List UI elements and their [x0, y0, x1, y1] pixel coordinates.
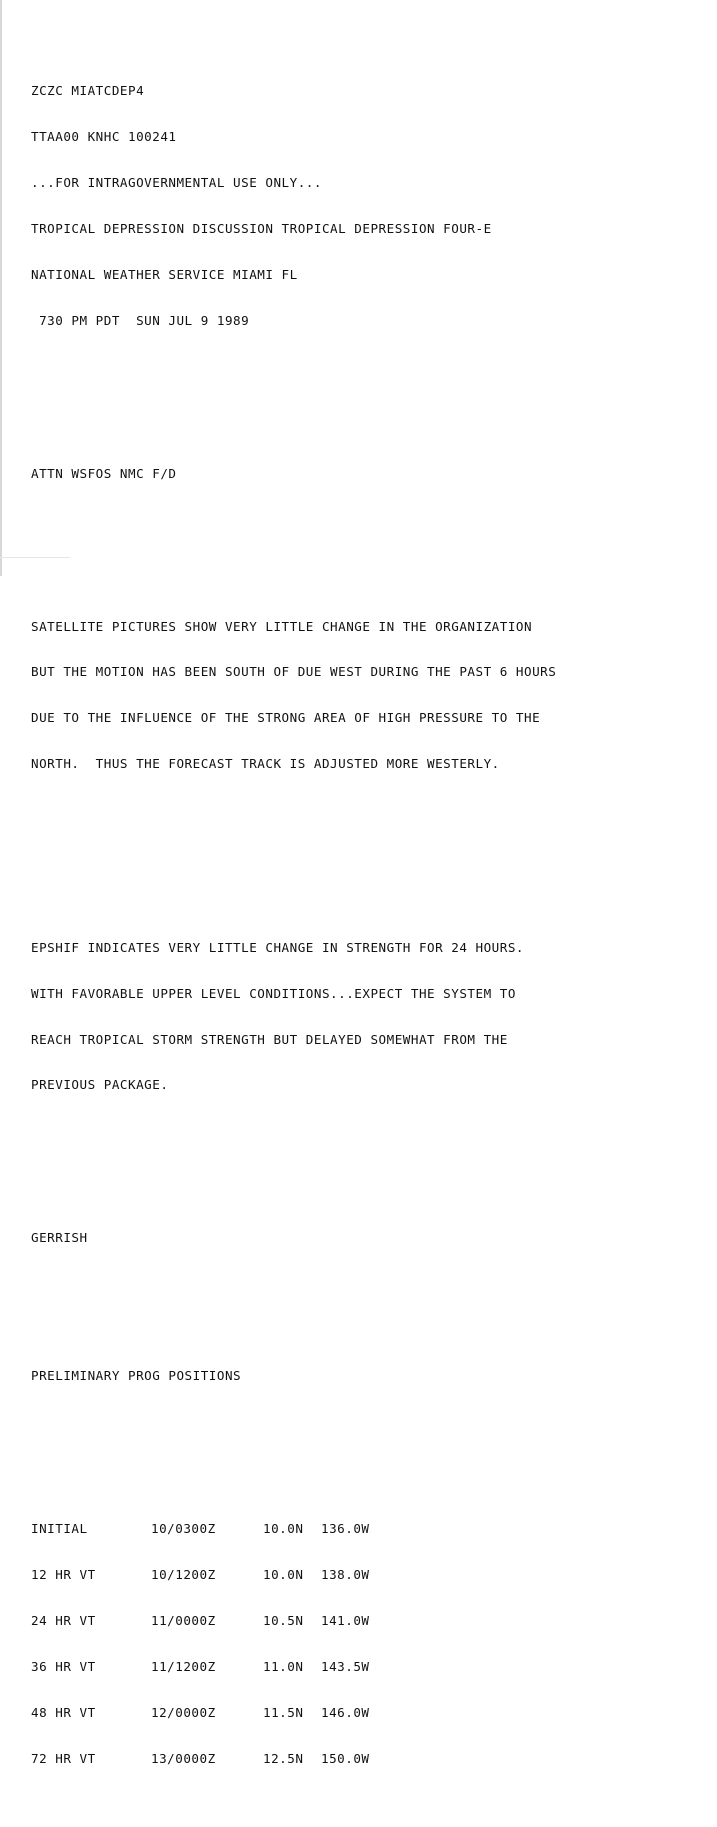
prog-row-label: 48 HR VT	[31, 1704, 96, 1720]
blank-line	[31, 848, 556, 863]
prog-positions-title: PRELIMINARY PROG POSITIONS	[31, 1368, 242, 1384]
forecaster-signature: GERRISH	[31, 1230, 88, 1246]
prog-row-time: 10/1200Z	[151, 1566, 216, 1582]
paragraph-satellite	[31, 588, 556, 802]
blank-line	[31, 527, 556, 542]
prog-row-time: 11/0000Z	[151, 1612, 216, 1628]
prog-row-lon: 146.0W	[321, 1704, 370, 1720]
paragraph-line: REACH TROPICAL STORM STRENGTH BUT DELAYED SOMEWHAT FROM THE	[31, 1031, 508, 1047]
prog-row-time: 12/0000Z	[151, 1704, 216, 1720]
prog-row-lat: 11.5N	[263, 1704, 304, 1720]
header-line: ZCZC MIATCDEP4	[31, 83, 145, 99]
prog-positions-table	[31, 1491, 556, 1797]
paragraph-strength	[31, 909, 556, 1123]
prog-row	[31, 1659, 556, 1674]
prog-row-lat: 10.5N	[263, 1612, 304, 1628]
prog-row-lon: 143.5W	[321, 1658, 370, 1674]
prog-row-lat: 12.5N	[263, 1750, 304, 1766]
prog-row-lat: 10.0N	[263, 1521, 304, 1537]
paragraph-line: EPSHIF INDICATES VERY LITTLE CHANGE IN STRENGTH FOR 24 HOURS.	[31, 939, 525, 955]
header-block	[31, 53, 556, 359]
header-line: 730 PM PDT SUN JUL 9 1989	[31, 312, 250, 328]
prog-row-time: 11/1200Z	[151, 1658, 216, 1674]
prog-row-label: 36 HR VT	[31, 1658, 96, 1674]
prog-row-lat: 11.0N	[263, 1658, 304, 1674]
paragraph-line: NORTH. THUS THE FORECAST TRACK IS ADJUSTED MORE WESTERLY.	[31, 756, 500, 772]
blank-line	[31, 1429, 556, 1444]
prog-row-label: 72 HR VT	[31, 1750, 96, 1766]
paragraph-line: PREVIOUS PACKAGE.	[31, 1077, 169, 1093]
prog-row	[31, 1613, 556, 1628]
prog-row-lat: 10.0N	[263, 1566, 304, 1582]
attention-line: ATTN WSFOS NMC F/D	[31, 465, 177, 481]
prog-row	[31, 1567, 556, 1582]
header-line: TROPICAL DEPRESSION DISCUSSION TROPICAL DEPRESSION FOUR-E	[31, 220, 492, 236]
header-line: TTAA00 KNHC 100241	[31, 129, 177, 145]
header-line: ...FOR INTRAGOVERNMENTAL USE ONLY...	[31, 174, 322, 190]
page-left-edge	[0, 0, 2, 576]
blank-line	[31, 1169, 556, 1184]
paragraph-line: WITH FAVORABLE UPPER LEVEL CONDITIONS...EXPECT THE SYSTEM TO	[31, 985, 516, 1001]
prog-row-label: 24 HR VT	[31, 1612, 96, 1628]
paragraph-line: SATELLITE PICTURES SHOW VERY LITTLE CHANGE IN THE ORGANIZATION	[31, 618, 533, 634]
discussion-text	[31, 22, 556, 1827]
prog-row-label: 12 HR VT	[31, 1566, 96, 1582]
paragraph-line: BUT THE MOTION HAS BEEN SOUTH OF DUE WEST DURING THE PAST 6 HOURS	[31, 664, 557, 680]
prog-row	[31, 1705, 556, 1720]
prog-row-time: 10/0300Z	[151, 1521, 216, 1537]
blank-line	[31, 404, 556, 419]
prog-row-lon: 141.0W	[321, 1612, 370, 1628]
prog-row	[31, 1751, 556, 1766]
blank-lines	[31, 1292, 556, 1323]
prog-row	[31, 1521, 556, 1536]
prog-row-lon: 136.0W	[321, 1521, 370, 1537]
paragraph-line: DUE TO THE INFLUENCE OF THE STRONG AREA OF HIGH PRESSURE TO THE	[31, 710, 541, 726]
header-line: NATIONAL WEATHER SERVICE MIAMI FL	[31, 266, 298, 282]
prog-row-lon: 150.0W	[321, 1750, 370, 1766]
prog-row-label: INITIAL	[31, 1521, 88, 1537]
prog-row-lon: 138.0W	[321, 1566, 370, 1582]
prog-row-time: 13/0000Z	[151, 1750, 216, 1766]
